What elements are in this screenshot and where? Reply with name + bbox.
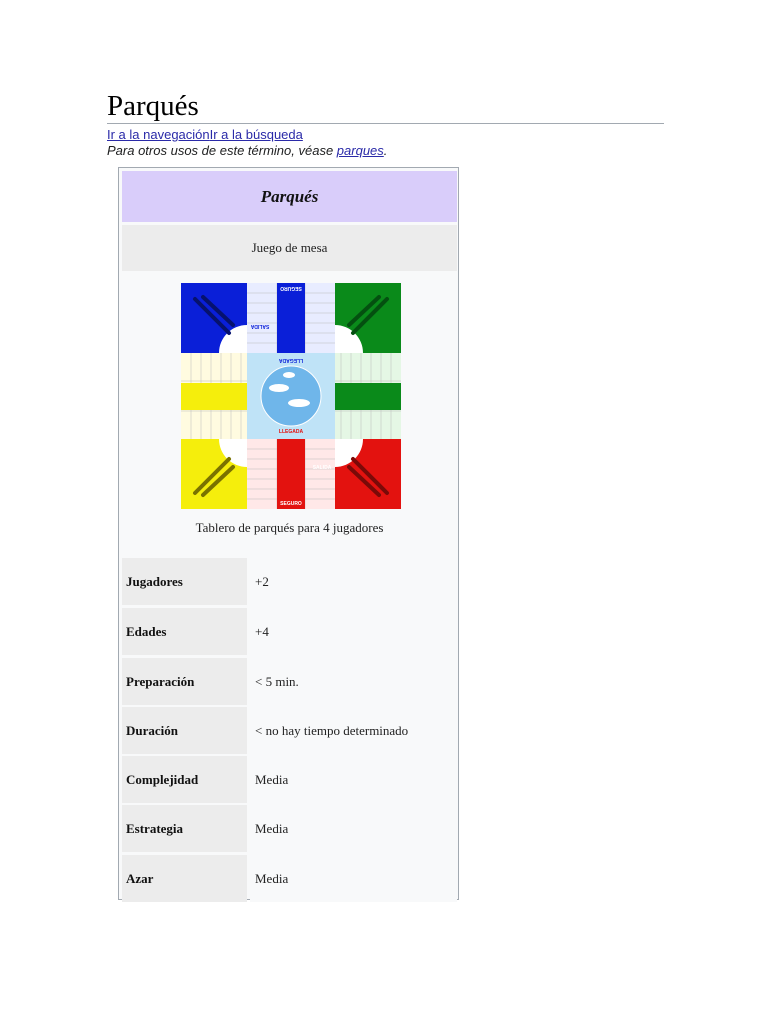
infobox-value: < no hay tiempo determinado: [250, 707, 457, 754]
infobox-label: Preparación: [122, 658, 247, 705]
infobox-row-complejidad: [122, 756, 457, 803]
hatnote: [107, 143, 387, 159]
skip-links: [107, 127, 303, 143]
infobox-row-edades: [122, 608, 457, 655]
infobox-value: +2: [250, 558, 457, 605]
svg-text:SALIDA: SALIDA: [250, 323, 270, 329]
infobox-label: Duración: [122, 707, 247, 754]
svg-text:SALIDA: SALIDA: [312, 465, 332, 471]
infobox-value: < 5 min.: [250, 658, 457, 705]
parques-board-image[interactable]: [181, 283, 401, 509]
infobox-row-azar: [122, 855, 457, 902]
infobox-label: Complejidad: [122, 756, 247, 803]
infobox-value: Media: [250, 855, 457, 902]
infobox-label: Edades: [122, 608, 247, 655]
page-title: Parqués: [107, 90, 199, 122]
hatnote-suffix: .: [383, 143, 388, 158]
infobox-row-jugadores: [122, 558, 457, 605]
skip-to-navigation-link[interactable]: Ir a la navegación: [107, 127, 210, 142]
infobox-label: Estrategia: [122, 805, 247, 852]
svg-text:SEGURO: SEGURO: [280, 285, 302, 291]
infobox-image-caption: Tablero de parqués para 4 jugadores: [195, 520, 384, 535]
svg-text:LLEGADA: LLEGADA: [278, 429, 304, 435]
hatnote-link[interactable]: parques: [336, 143, 384, 158]
infobox-row-preparacion: [122, 658, 457, 705]
infobox-title: Parqués: [122, 171, 457, 222]
svg-text:SEGURO: SEGURO: [280, 501, 302, 507]
infobox: [118, 167, 459, 900]
svg-text:LLEGADA: LLEGADA: [278, 357, 304, 363]
infobox-subtitle: Juego de mesa: [122, 225, 457, 271]
infobox-value: +4: [250, 608, 457, 655]
title-divider: [107, 123, 664, 124]
infobox-value: Media: [250, 756, 457, 803]
skip-to-search-link[interactable]: Ir a la búsqueda: [209, 127, 303, 142]
infobox-value: Media: [250, 805, 457, 852]
hatnote-text: Para otros usos de este término, véase: [107, 143, 337, 158]
infobox-row-estrategia: [122, 805, 457, 852]
infobox-image-cell: [122, 274, 457, 555]
infobox-row-duracion: [122, 707, 457, 754]
infobox-label: Jugadores: [122, 558, 247, 605]
infobox-label: Azar: [122, 855, 247, 902]
